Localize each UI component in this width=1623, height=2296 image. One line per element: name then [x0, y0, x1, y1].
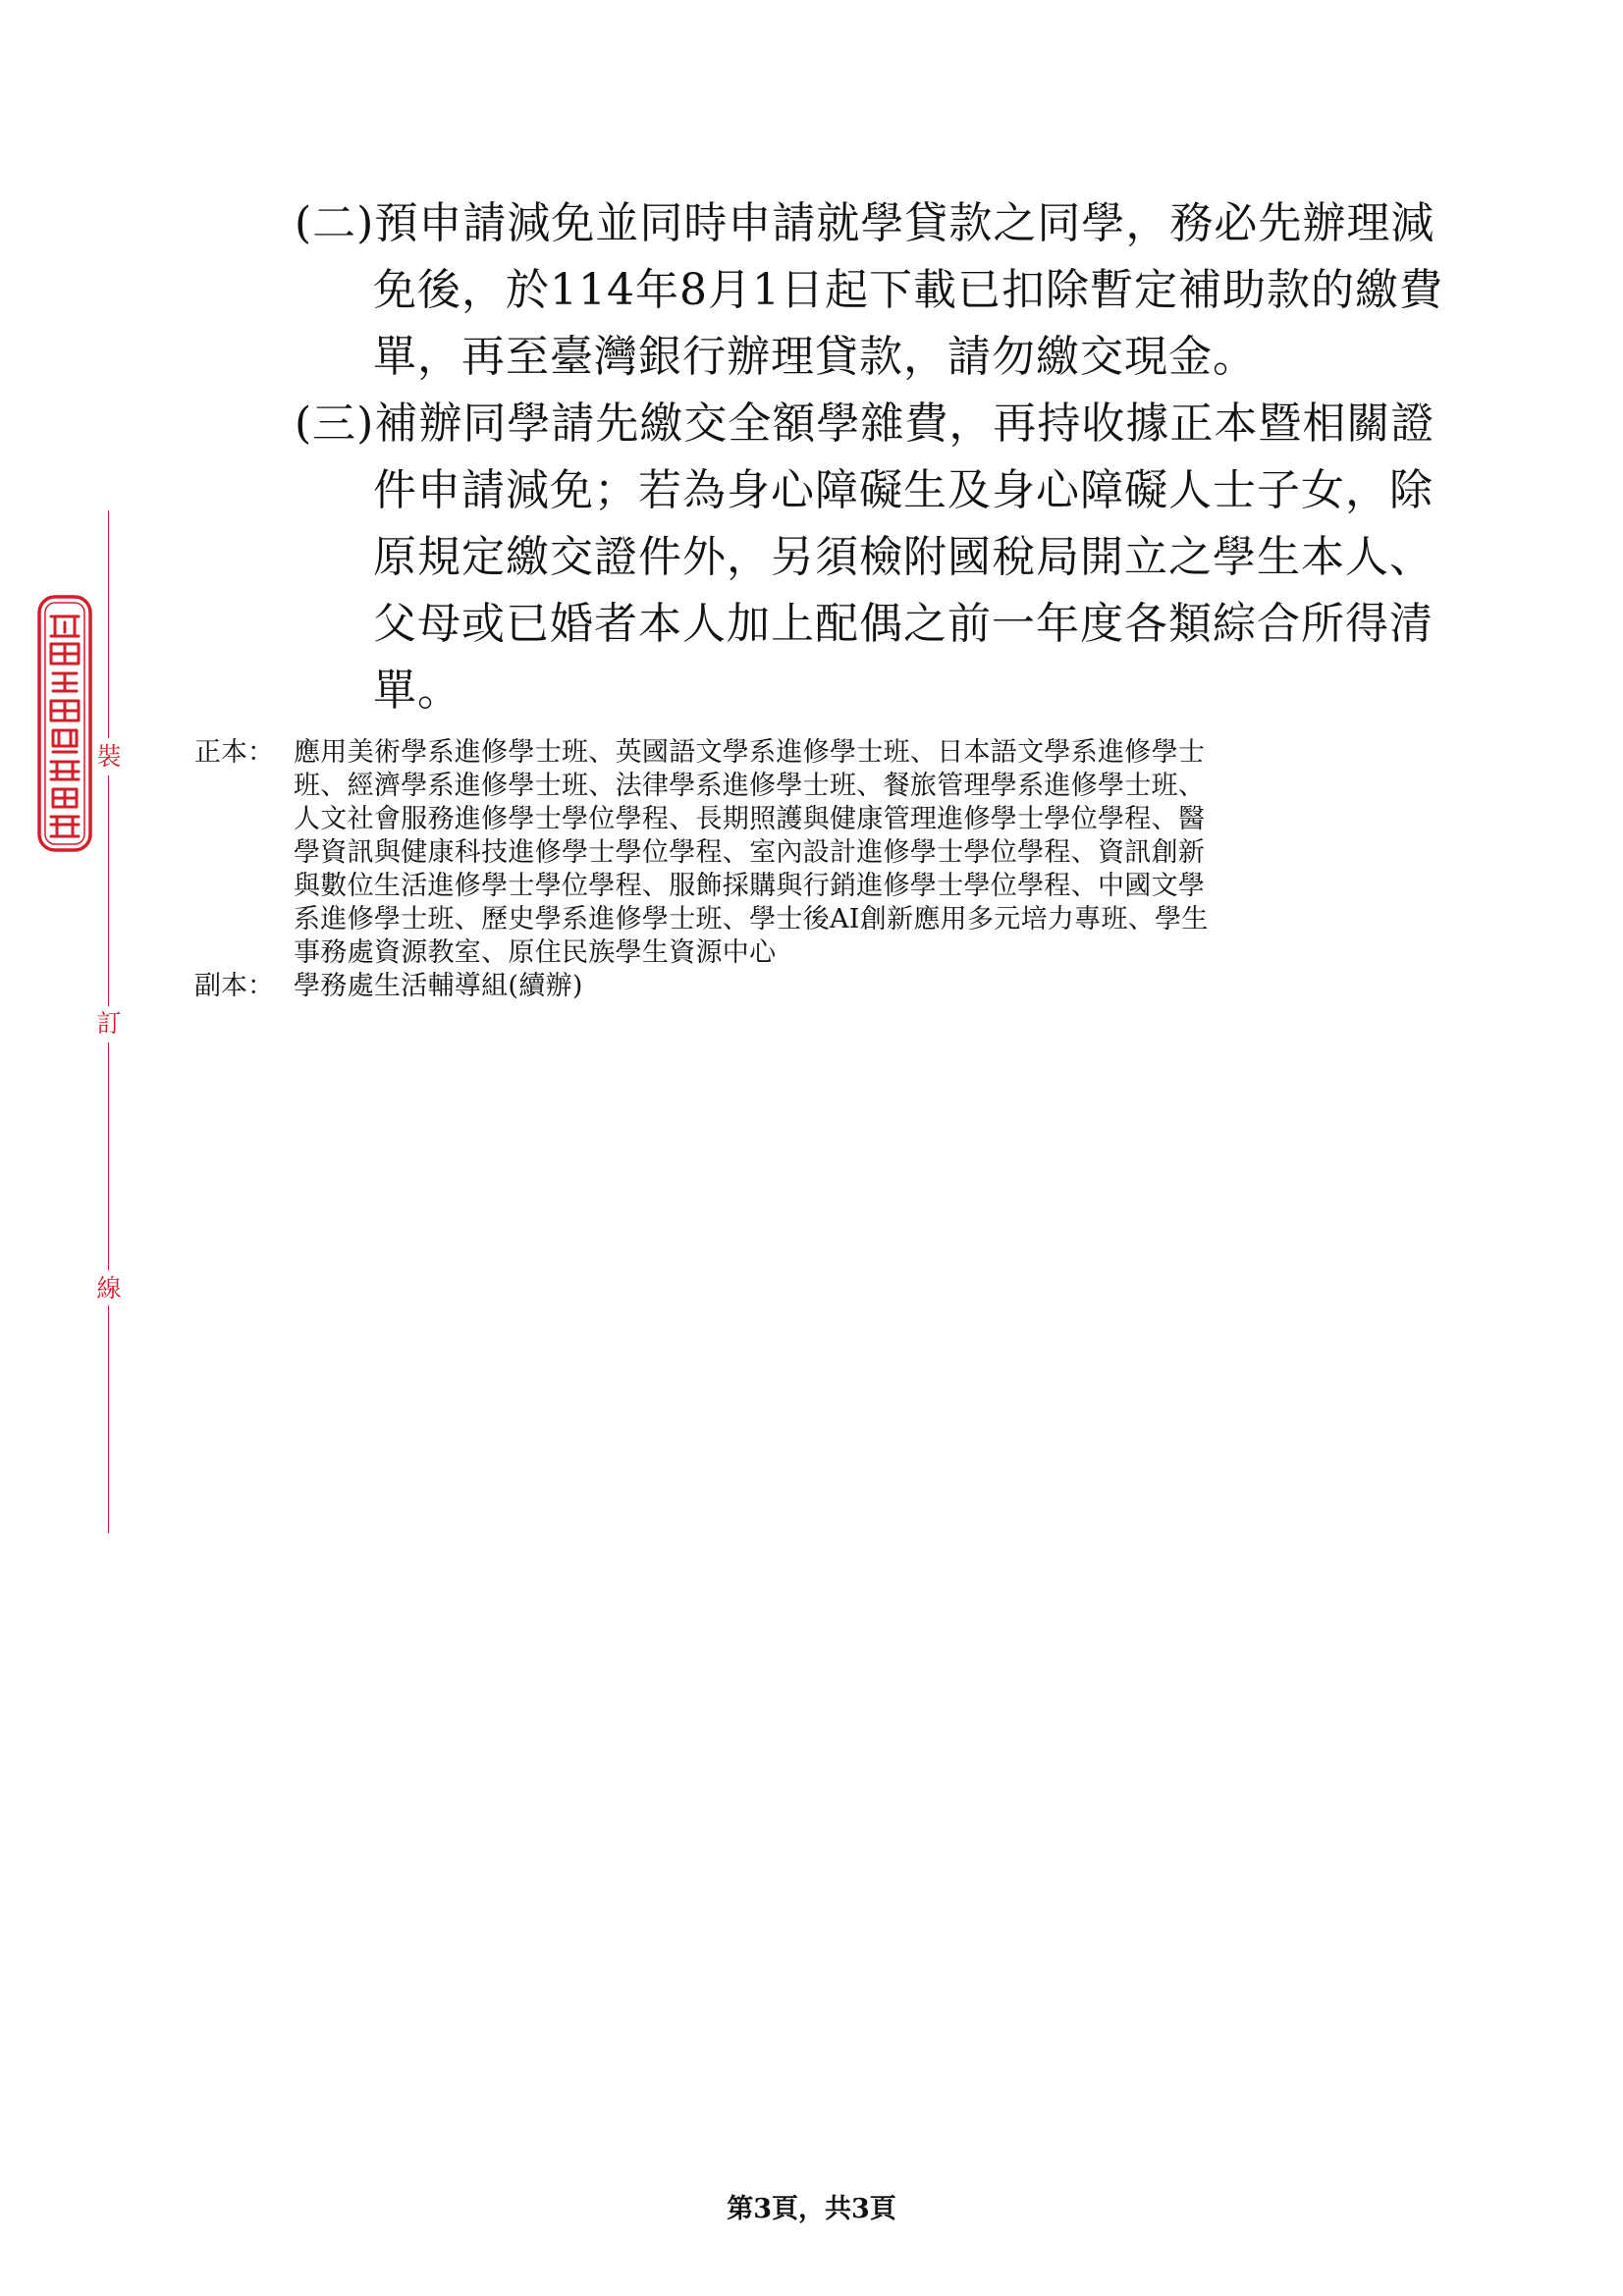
distribution-original-recipients	[294, 736, 1471, 970]
binding-line-segment	[108, 1042, 109, 1270]
binding-char-ding: 訂	[96, 1009, 122, 1038]
distribution-original-label: 正本：	[194, 737, 274, 768]
binding-line-segment	[108, 775, 109, 1006]
binding-char-xian: 線	[96, 1274, 122, 1303]
paragraph-item-2	[295, 190, 1443, 391]
recipient-line: 與數位生活進修學士學位學程、服飾採購與行銷進修學士學位學程、中國文學	[294, 871, 1206, 901]
paragraph-line: 父母或已婚者本人加上配偶之前一年度各類綜合所得清	[373, 599, 1434, 649]
page-number: 第3頁，共3頁	[727, 2194, 896, 2224]
distribution-list	[194, 736, 1471, 1003]
recipient-line: 學資訊與健康科技進修學士學位學程、室內設計進修學士學位學程、資訊創新	[294, 837, 1206, 868]
recipient-line: 人文社會服務進修學士學位學程、長期照護與健康管理進修學士學位學程、醫	[294, 804, 1206, 834]
distribution-original	[194, 736, 1471, 970]
binding-line-segment	[108, 510, 109, 738]
paragraph-line: (三)補辦同學請先繳交全額學雜費，再持收據正本暨相關證	[295, 399, 1435, 449]
recipient-line: 系進修學士班、歷史學系進修學士班、學士後AI創新應用多元培力專班、學生	[294, 904, 1209, 934]
paragraph-line: 單。	[373, 666, 461, 716]
binding-char-zhuang: 裝	[96, 742, 122, 771]
distribution-copy-label: 副本：	[194, 971, 274, 1001]
binding-line-segment	[108, 1306, 109, 1533]
paragraph-line: (二)預申請減免並同時申請就學貸款之同學，務必先辦理減	[295, 198, 1435, 248]
paragraph-item-3	[295, 391, 1443, 724]
paragraph-line: 單，再至臺灣銀行辦理貸款，請勿繳交現金。	[373, 332, 1257, 382]
red-official-seal-icon	[35, 593, 94, 856]
paragraph-line: 件申請減免；若為身心障礙生及身心障礙人士子女，除	[373, 465, 1434, 515]
paragraph-line: 原規定繳交證件外，另須檢附國稅局開立之學生本人、	[373, 532, 1434, 582]
paragraph-line: 免後，於114年8月1日起下載已扣除暫定補助款的繳費	[373, 265, 1443, 315]
recipient-line: 班、經濟學系進修學士班、法律學系進修學士班、餐旅管理學系進修學士班、	[294, 771, 1206, 801]
distribution-copy-recipients	[294, 970, 1471, 1003]
distribution-copy	[194, 970, 1471, 1003]
recipient-line: 事務處資源教室、原住民族學生資源中心	[294, 937, 777, 968]
recipient-line: 應用美術學系進修學士班、英國語文學系進修學士班、日本語文學系進修學士	[294, 737, 1206, 768]
recipient-line: 學務處生活輔導組(續辦)	[294, 971, 583, 1001]
